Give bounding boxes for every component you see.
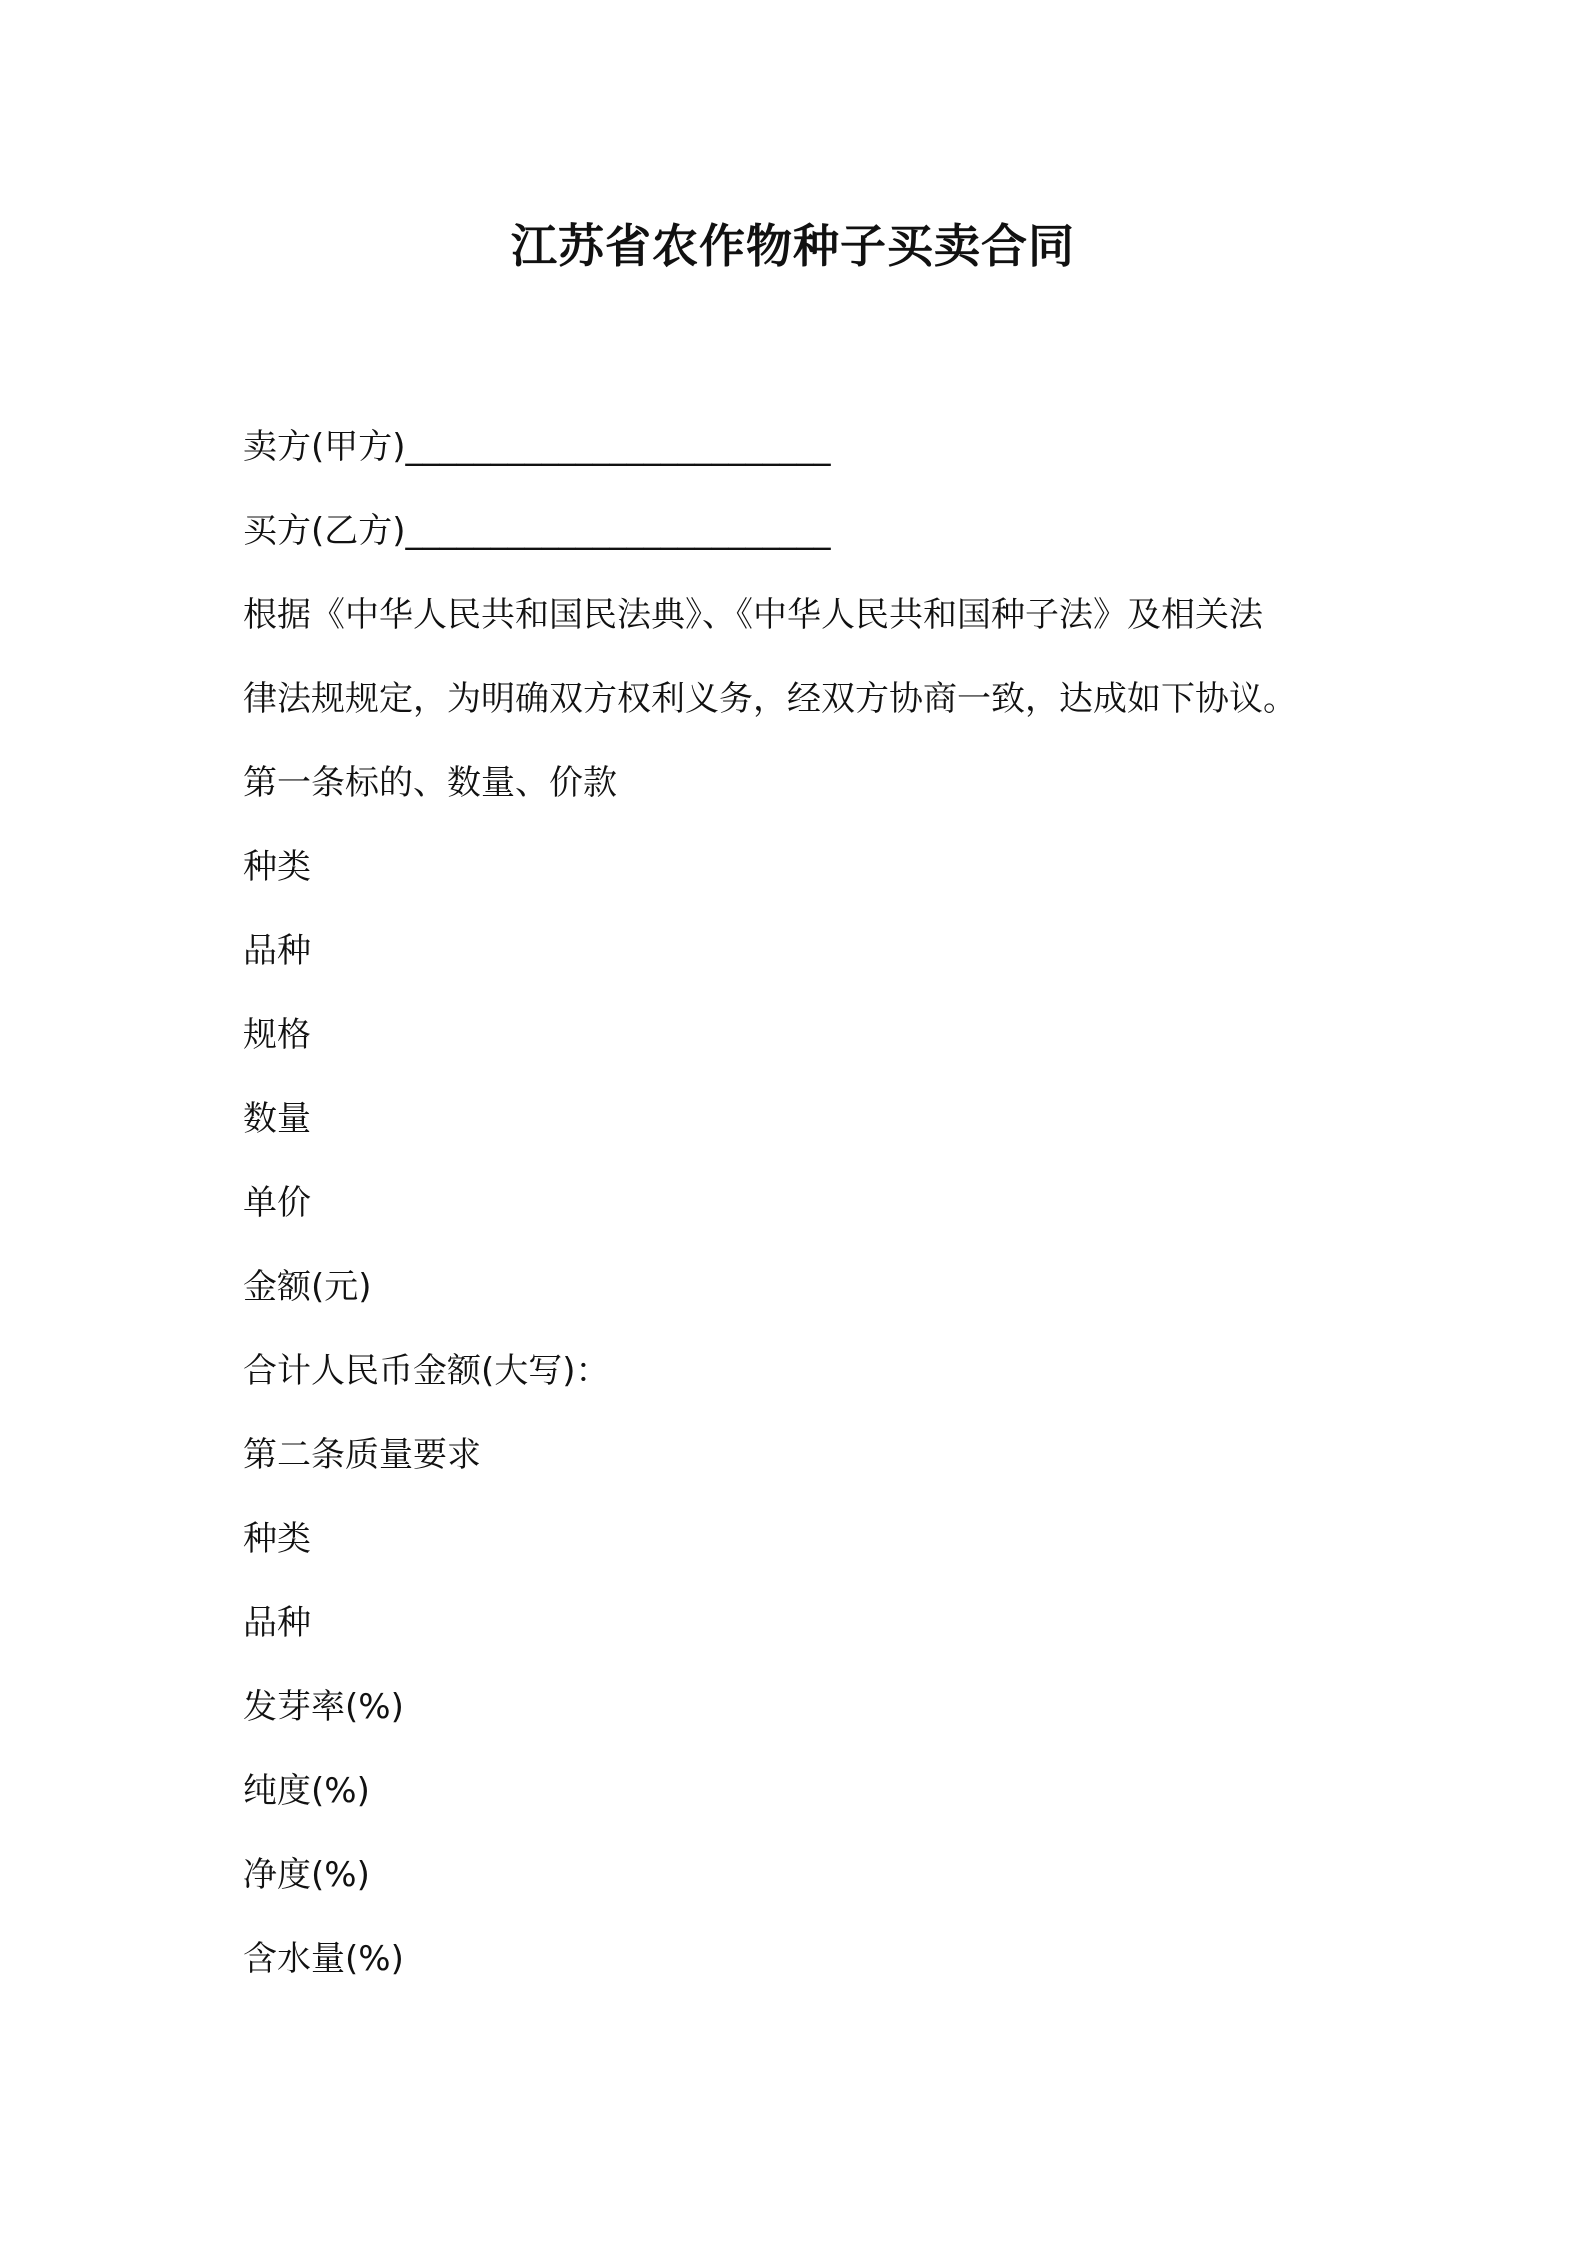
preamble-line-1: 根据《中华人民共和国民法典》、《中华人民共和国种子法》及相关法 <box>243 595 1263 635</box>
article-2-item-variety: 品种 <box>243 1603 311 1643</box>
article-2-item-category: 种类 <box>243 1519 311 1559</box>
article-1-item-unit-price: 单价 <box>243 1183 311 1223</box>
seller-line: 卖方(甲方)_________________________ <box>243 427 831 467</box>
article-1-item-category: 种类 <box>243 847 311 887</box>
preamble-line-2: 律法规规定，为明确双方权利义务，经双方协商一致，达成如下协议。 <box>243 679 1297 719</box>
article-1-item-amount: 金额(元) <box>243 1267 372 1307</box>
article-1-total: 合计人民币金额(大写)： <box>243 1351 610 1391</box>
document-body <box>243 405 1363 2001</box>
article-1-item-quantity: 数量 <box>243 1099 311 1139</box>
article-1-item-spec: 规格 <box>243 1015 311 1055</box>
article-2-item-germination: 发芽率(%) <box>243 1687 404 1727</box>
document-title: 江苏省农作物种子买卖合同 <box>511 219 1075 273</box>
article-2-item-moisture: 含水量(%) <box>243 1939 404 1979</box>
buyer-line: 买方(乙方)_________________________ <box>243 511 831 551</box>
article-2-item-cleanliness: 净度(%) <box>243 1855 370 1895</box>
article-1-item-variety: 品种 <box>243 931 311 971</box>
article-2-heading: 第二条质量要求 <box>243 1435 481 1475</box>
article-2-item-purity: 纯度(%) <box>243 1771 370 1811</box>
article-1-heading: 第一条标的、数量、价款 <box>243 763 617 803</box>
